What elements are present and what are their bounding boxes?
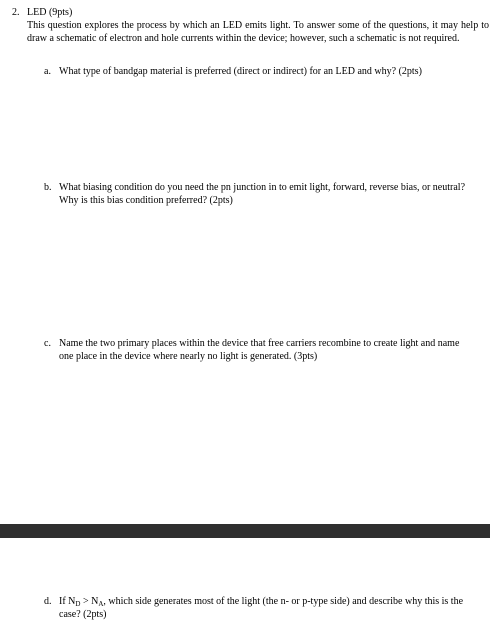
part-d-sub-a: A: [98, 600, 104, 608]
question-intro: This question explores the process by which an LED emits light. To answer some of the questions, it may help to draw a schematic of electron and hole currents within the device; however, such a schematic is not required.: [27, 20, 489, 44]
part-d-text-prefix: If N: [59, 596, 76, 607]
part-d-text-middle: > N: [80, 596, 99, 607]
question-number: 2.: [12, 7, 20, 18]
part-d-text-suffix: , which side generates most of the light (the n- or p-type side) and describe why this is the case? (2pts): [59, 596, 464, 621]
part-c-letter: c.: [44, 338, 51, 349]
part-b-letter: b.: [44, 182, 52, 193]
page-break-band: [0, 524, 490, 538]
part-d-text: [59, 595, 484, 621]
part-a-letter: a.: [44, 66, 51, 77]
part-d-sub-d: D: [75, 600, 81, 608]
part-b-text: What biasing condition do you need the pn junction in to emit light, forward, reverse bias, or neutral? Why is this bias condition preferred? (2pts): [59, 182, 466, 207]
question-title: LED (9pts): [27, 7, 73, 18]
part-d-letter: d.: [44, 596, 52, 607]
part-c-text: Name the two primary places within the device that free carriers recombine to create light and name one place in the device where nearly no light is generated. (3pts): [59, 338, 460, 363]
part-a-text: What type of bandgap material is preferred (direct or indirect) for an LED and why? (2pts): [59, 66, 422, 77]
